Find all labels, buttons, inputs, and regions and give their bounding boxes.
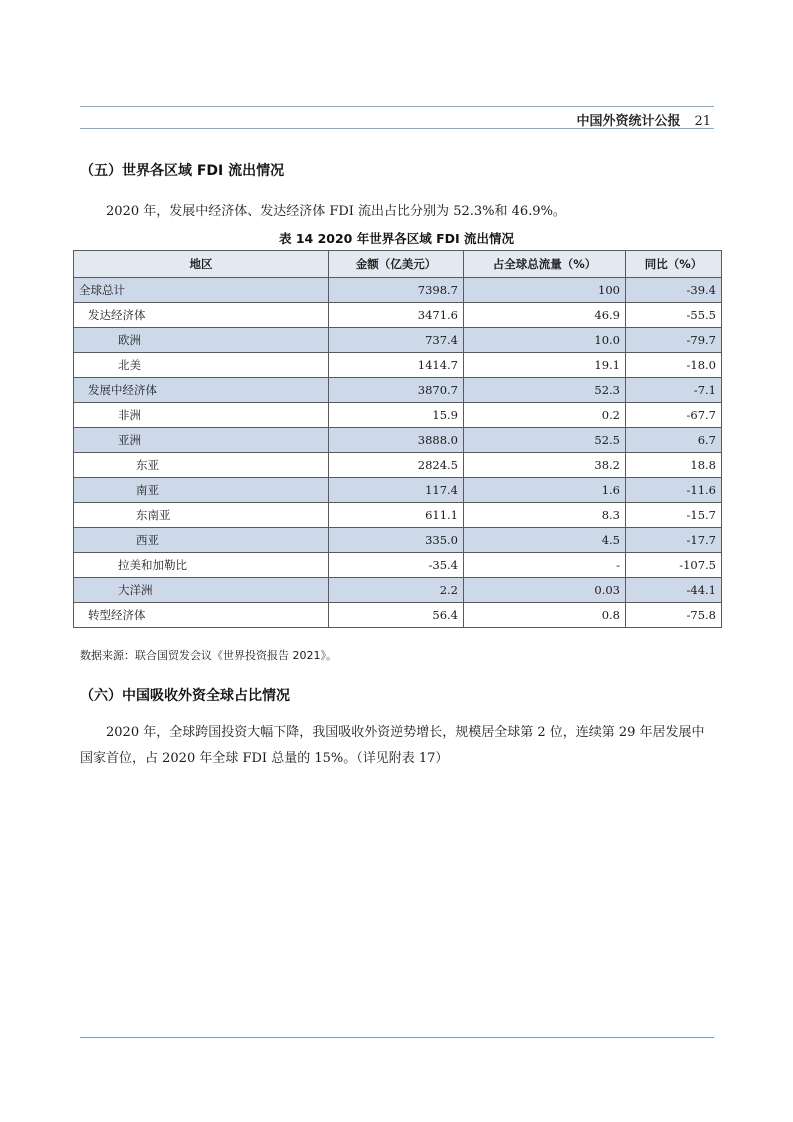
region-cell: 欧洲 [74, 328, 329, 353]
share-cell: 4.5 [464, 528, 626, 553]
yoy-cell: -67.7 [626, 403, 722, 428]
table-row [74, 278, 722, 303]
header-rule-bottom [80, 128, 714, 129]
amount-cell: 3471.6 [329, 303, 464, 328]
page-number: 21 [694, 114, 711, 129]
region-cell: 全球总计 [74, 278, 329, 303]
region-cell: 北美 [74, 353, 329, 378]
region-cell: 东亚 [74, 453, 329, 478]
share-cell: 19.1 [464, 353, 626, 378]
col-header-region: 地区 [74, 251, 329, 278]
col-header-share: 占全球总流量（%） [464, 251, 626, 278]
yoy-cell: -39.4 [626, 278, 722, 303]
table-row [74, 478, 722, 503]
share-cell: 46.9 [464, 303, 626, 328]
col-header-yoy: 同比（%） [626, 251, 722, 278]
region-cell: 西亚 [74, 528, 329, 553]
yoy-cell: 18.8 [626, 453, 722, 478]
table-row [74, 328, 722, 353]
amount-cell: 3870.7 [329, 378, 464, 403]
yoy-cell: -107.5 [626, 553, 722, 578]
section-5-paragraph: 2020 年，发展中经济体、发达经济体 FDI 流出占比分别为 52.3%和 46.9%。 [106, 204, 566, 219]
table-row [74, 553, 722, 578]
table-row [74, 428, 722, 453]
yoy-cell: -18.0 [626, 353, 722, 378]
col-header-amount: 金额（亿美元） [329, 251, 464, 278]
fdi-outflow-table [73, 250, 722, 628]
yoy-cell: -15.7 [626, 503, 722, 528]
share-cell: 0.2 [464, 403, 626, 428]
header-title: 中国外资统计公报 [576, 114, 681, 129]
share-cell: 52.3 [464, 378, 626, 403]
amount-cell: 2824.5 [329, 453, 464, 478]
section-5-title: （五）世界各区域 FDI 流出情况 [80, 163, 285, 179]
yoy-cell: -79.7 [626, 328, 722, 353]
yoy-cell: -44.1 [626, 578, 722, 603]
table-row [74, 528, 722, 553]
region-cell: 大洋洲 [74, 578, 329, 603]
share-cell: 0.8 [464, 603, 626, 628]
section-6-paragraph: 2020 年，全球跨国投资大幅下降，我国吸收外资逆势增长，规模居全球第 2 位，连续第 29 年居发展中国家首位，占 2020 年全球 FDI 总量的 15%。（详见附表 17） [80, 725, 705, 766]
yoy-cell: 6.7 [626, 428, 722, 453]
table-header-row [74, 251, 722, 278]
amount-cell: 737.4 [329, 328, 464, 353]
amount-cell: 56.4 [329, 603, 464, 628]
share-cell: - [464, 553, 626, 578]
share-cell: 1.6 [464, 478, 626, 503]
table-row [74, 453, 722, 478]
header-rule-top [80, 106, 714, 107]
table-row [74, 353, 722, 378]
running-header [576, 110, 711, 129]
amount-cell: 117.4 [329, 478, 464, 503]
section-6-title: （六）中国吸收外资全球占比情况 [80, 688, 290, 704]
region-cell: 非洲 [74, 403, 329, 428]
share-cell: 52.5 [464, 428, 626, 453]
table-row [74, 303, 722, 328]
table-row [74, 378, 722, 403]
yoy-cell: -55.5 [626, 303, 722, 328]
amount-cell: 7398.7 [329, 278, 464, 303]
table-row [74, 403, 722, 428]
region-cell: 南亚 [74, 478, 329, 503]
share-cell: 38.2 [464, 453, 626, 478]
yoy-cell: -17.7 [626, 528, 722, 553]
share-cell: 10.0 [464, 328, 626, 353]
share-cell: 100 [464, 278, 626, 303]
yoy-cell: -7.1 [626, 378, 722, 403]
region-cell: 东南亚 [74, 503, 329, 528]
region-cell: 拉美和加勒比 [74, 553, 329, 578]
yoy-cell: -11.6 [626, 478, 722, 503]
yoy-cell: -75.8 [626, 603, 722, 628]
region-cell: 发达经济体 [74, 303, 329, 328]
region-cell: 转型经济体 [74, 603, 329, 628]
amount-cell: 611.1 [329, 503, 464, 528]
table-row [74, 603, 722, 628]
region-cell: 发展中经济体 [74, 378, 329, 403]
share-cell: 8.3 [464, 503, 626, 528]
amount-cell: 2.2 [329, 578, 464, 603]
share-cell: 0.03 [464, 578, 626, 603]
amount-cell: 1414.7 [329, 353, 464, 378]
amount-cell: 15.9 [329, 403, 464, 428]
amount-cell: 3888.0 [329, 428, 464, 453]
region-cell: 亚洲 [74, 428, 329, 453]
table-row [74, 503, 722, 528]
table-row [74, 578, 722, 603]
amount-cell: 335.0 [329, 528, 464, 553]
footer-rule [80, 1037, 714, 1038]
table-source-note: 数据来源：联合国贸发会议《世界投资报告 2021》。 [80, 649, 337, 662]
table-caption: 表 14 2020 年世界各区域 FDI 流出情况 [278, 231, 514, 246]
amount-cell: -35.4 [329, 553, 464, 578]
